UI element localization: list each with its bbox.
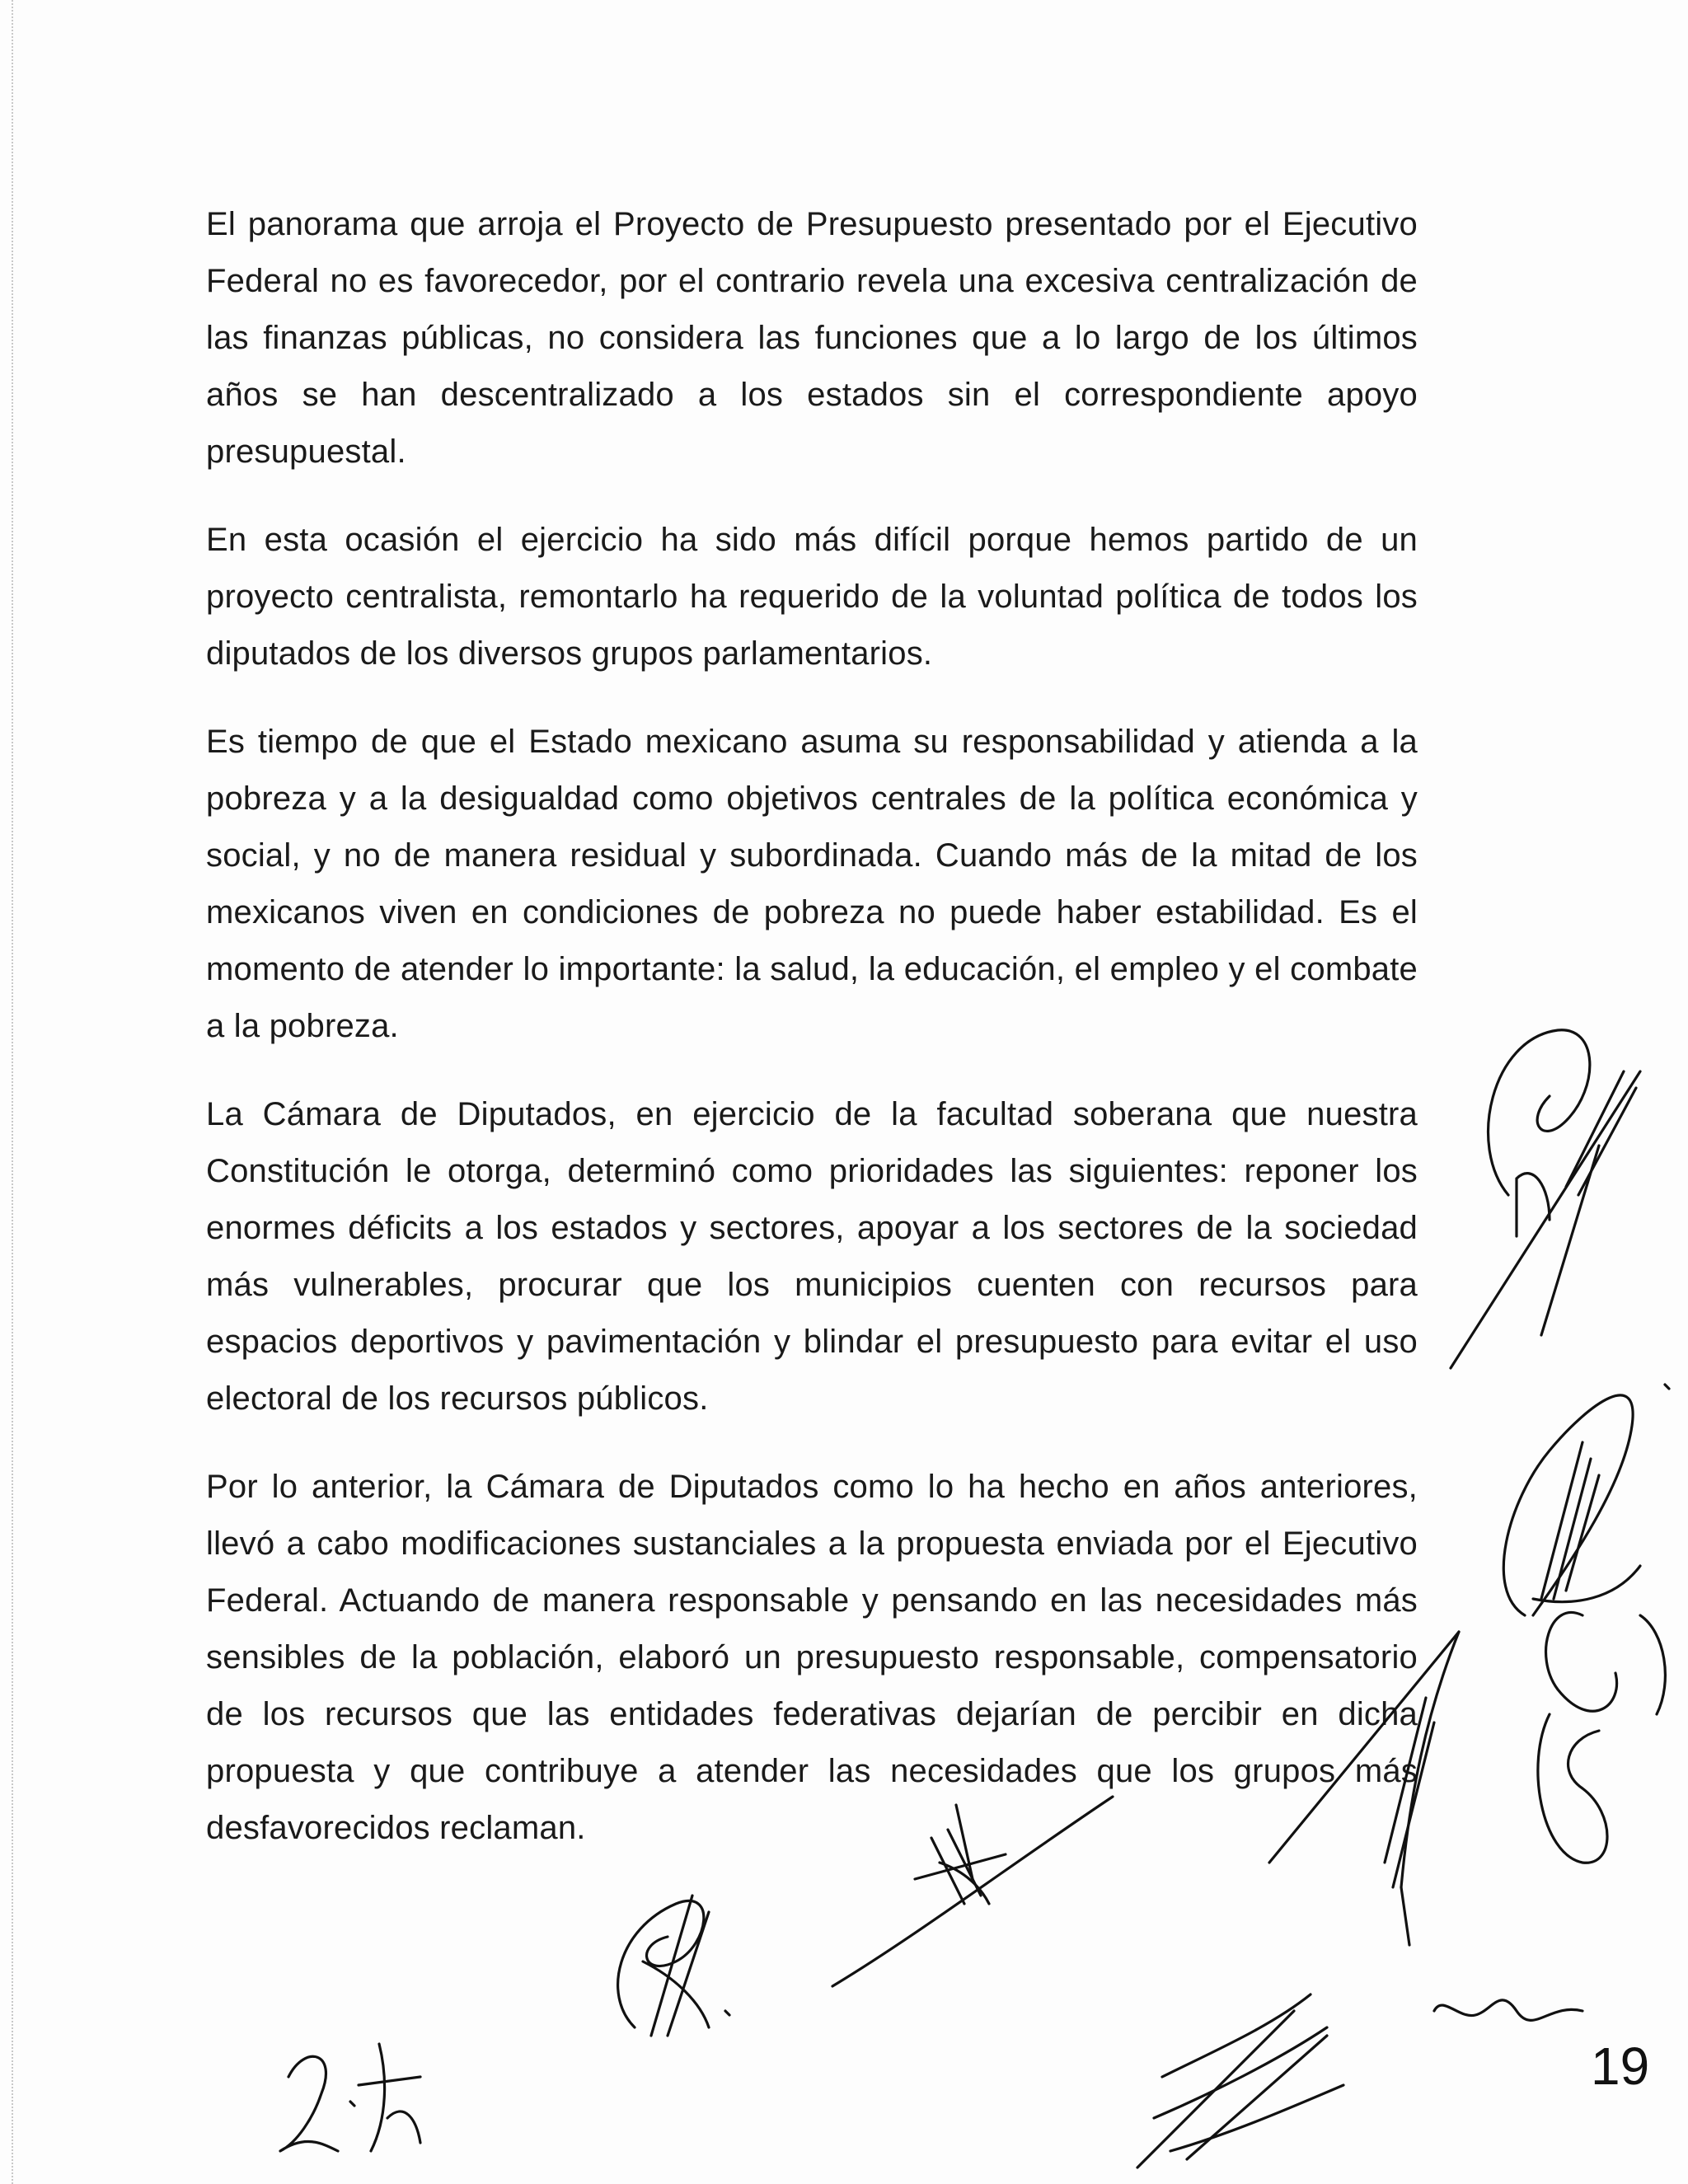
handwritten-signature-icon	[1261, 1615, 1475, 1994]
handwritten-mark-icon	[1426, 1978, 1591, 2044]
document-body	[206, 196, 1418, 1888]
paragraph-5: Por lo anterior, la Cámara de Diputados como lo ha hecho en años anteriores, llevó a cabo modificaciones sustanciales a la propuesta enviada por el Ejecutivo Federal. Actuando de manera responsable y pensando en las necesidades más sensibles de la población, elaboró un presupuesto responsable, compensatorio de los recursos que las entidades federativas dejarían de percibir en dicha propuesta y que contribuye a atender las necesidades que los grupos más desfavorecidos reclaman.	[206, 1469, 1418, 1846]
paragraph-2: En esta ocasión el ejercicio ha sido más difícil porque hemos partido de un proyecto centralista, remontarlo ha requerido de la voluntad política de todos los diputados de los diversos grupos parlamentarios.	[206, 522, 1418, 672]
handwritten-signature-icon	[585, 1879, 750, 2044]
handwritten-signature-icon	[1121, 1978, 1352, 2176]
handwritten-initials-icon	[272, 2027, 437, 2159]
handwritten-signature-icon	[1517, 1582, 1681, 1879]
paragraph-3: Es tiempo de que el Estado mexicano asuma su responsabilidad y atienda a la pobreza y a la desigualdad como objetivos centrales de la política económica y social, y no de manera residual y subordinada. Cuando más de la mitad de los mexicanos viven en condiciones de pobreza no puede haber estabilidad. Es el momento de atender lo importante: la salud, la educación, el empleo y el combate a la pobreza.	[206, 724, 1418, 1044]
paragraph-4: La Cámara de Diputados, en ejercicio de la facultad soberana que nuestra Constitución le otorga, determinó como prioridades las siguientes: reponer los enormes déficits a los estados y sectores, apoyar a los sectores de la sociedad más vulnerables, procurar que los municipios cuenten con recursos para espacios deportivos y pavimentación y blindar el presupuesto para evitar el uso electoral de los recursos públicos.	[206, 1096, 1418, 1417]
paragraph-1: El panorama que arroja el Proyecto de Presupuesto presentado por el Ejecutivo Federal no es favorecedor, por el contrario revela una excesiva centralización de las finanzas públicas, no considera las funciones que a lo largo de los últimos años se han descentralizado a los estados sin el correspondiente apoyo presupuestal.	[206, 206, 1418, 470]
scan-edge-artifact	[0, 0, 13, 2184]
handwritten-signature-icon	[816, 1780, 1121, 2027]
page-number: 19	[1591, 2036, 1650, 2096]
handwritten-signature-icon	[1434, 1022, 1648, 1368]
